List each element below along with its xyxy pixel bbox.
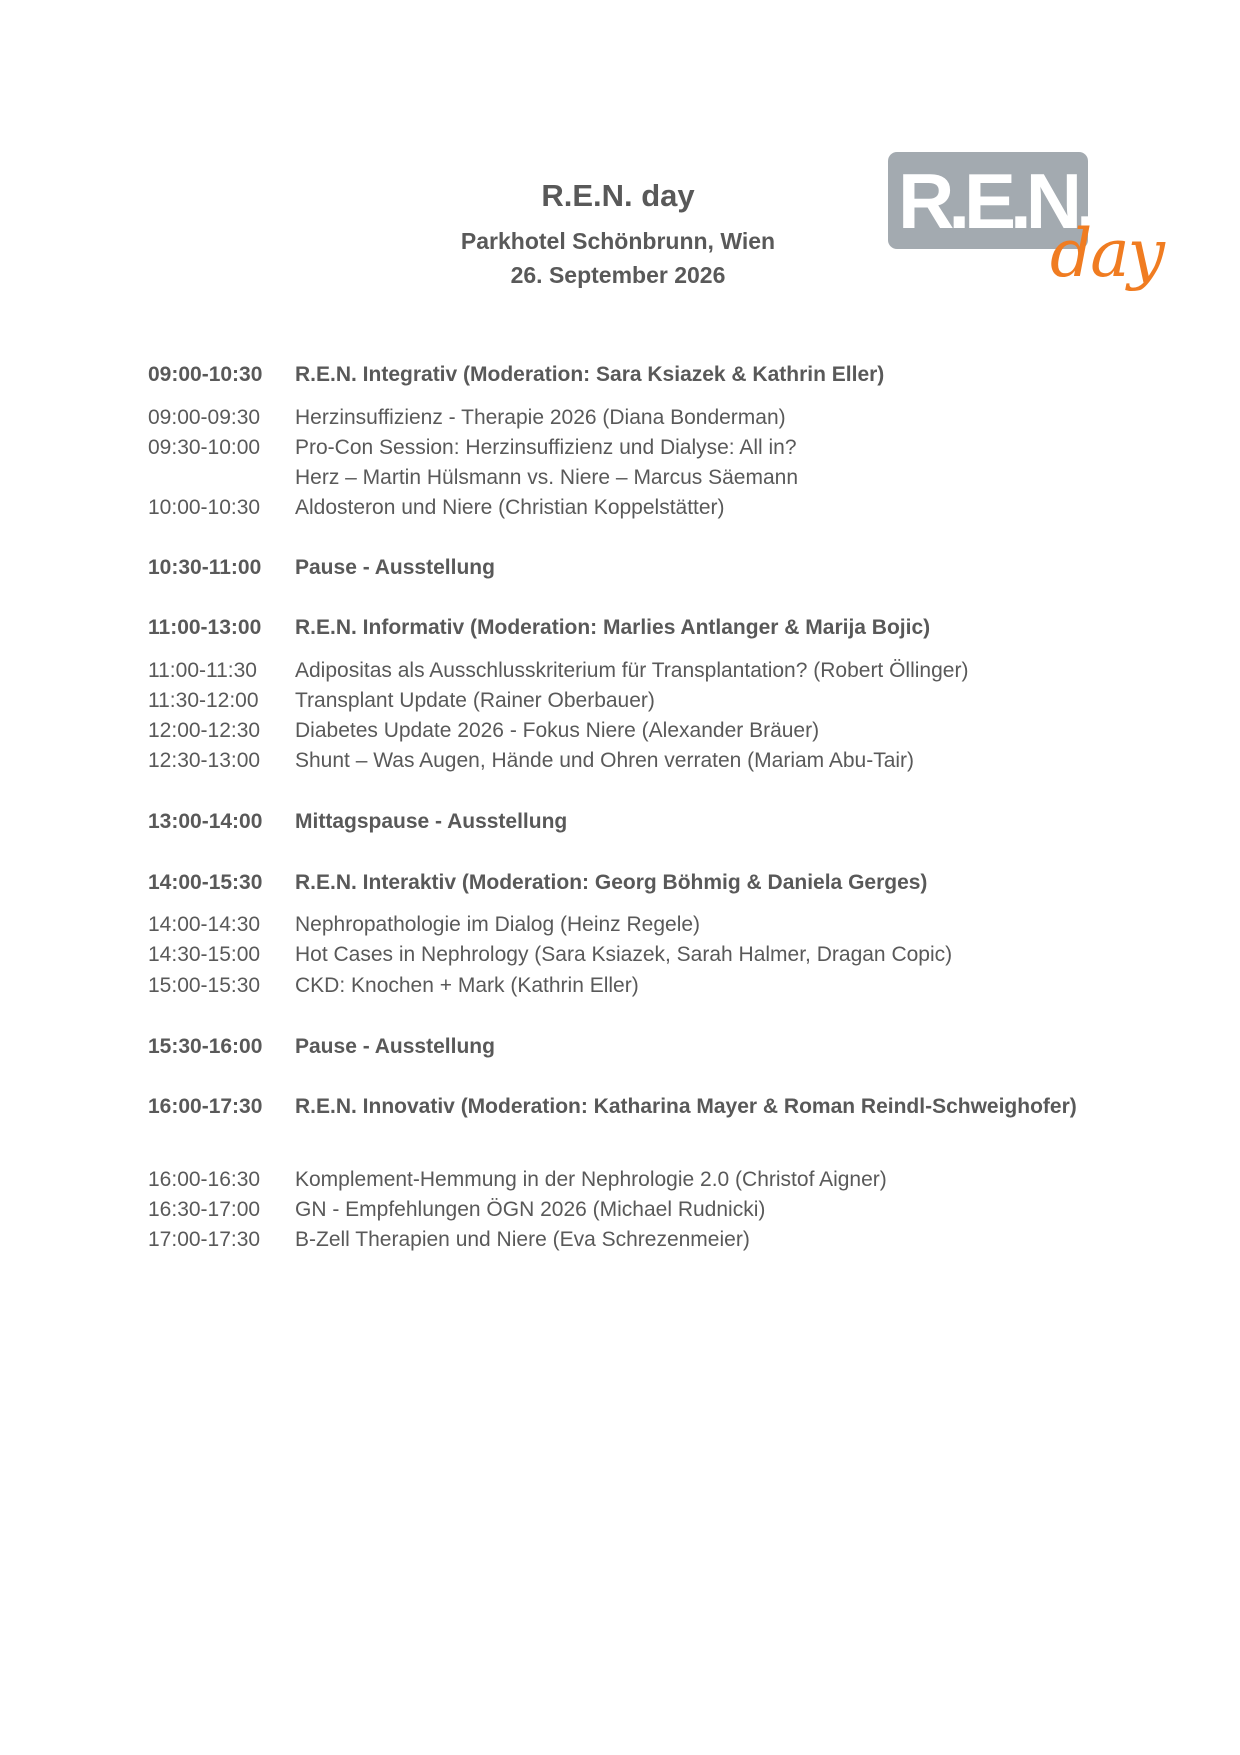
agenda-text: Nephropathologie im Dialog (Heinz Regele) bbox=[295, 913, 701, 936]
agenda-text: Herzinsuffizienz - Therapie 2026 (Diana Bonderman) bbox=[295, 406, 786, 429]
agenda-time: 14:30-15:00 bbox=[148, 943, 261, 966]
page-title: R.E.N. day bbox=[541, 178, 695, 213]
agenda-time: 14:00-14:30 bbox=[148, 913, 261, 936]
agenda-text: Mittagspause - Ausstellung bbox=[295, 810, 568, 833]
agenda-time: 12:30-13:00 bbox=[148, 749, 261, 772]
agenda-text: B-Zell Therapien und Niere (Eva Schrezenmeier) bbox=[295, 1228, 750, 1251]
agenda-text: Hot Cases in Nephrology (Sara Ksiazek, Sarah Halmer, Dragan Copic) bbox=[295, 943, 953, 966]
agenda-time: 16:00-17:30 bbox=[148, 1095, 263, 1118]
agenda-time: 16:00-16:30 bbox=[148, 1168, 261, 1191]
venue-line: Parkhotel Schönbrunn, Wien bbox=[460, 228, 776, 254]
agenda-time: 11:00-13:00 bbox=[148, 616, 262, 639]
date-line: 26. September 2026 bbox=[510, 262, 726, 288]
agenda-text: Herz – Martin Hülsmann vs. Niere – Marcus Säemann bbox=[295, 466, 799, 489]
agenda-text: GN - Empfehlungen ÖGN 2026 (Michael Rudnicki) bbox=[295, 1198, 766, 1221]
agenda-time: 09:00-10:30 bbox=[148, 363, 263, 386]
agenda-time: 16:30-17:00 bbox=[148, 1198, 261, 1221]
agenda-text: Aldosteron und Niere (Christian Koppelstätter) bbox=[295, 496, 725, 519]
agenda-text: CKD: Knochen + Mark (Kathrin Eller) bbox=[295, 974, 639, 997]
agenda-text: Pause - Ausstellung bbox=[295, 556, 495, 579]
agenda-time: 10:00-10:30 bbox=[148, 496, 261, 519]
agenda-time: 11:30-12:00 bbox=[148, 689, 259, 712]
ren-day-logo bbox=[888, 152, 1168, 312]
agenda-text: R.E.N. Integrativ (Moderation: Sara Ksiazek & Kathrin Eller) bbox=[295, 363, 885, 386]
agenda-text: Shunt – Was Augen, Hände und Ohren verraten (Mariam Abu-Tair) bbox=[295, 749, 915, 772]
agenda-text: Diabetes Update 2026 - Fokus Niere (Alexander Bräuer) bbox=[295, 719, 820, 742]
agenda-time: 12:00-12:30 bbox=[148, 719, 261, 742]
agenda-time: 09:00-09:30 bbox=[148, 406, 261, 429]
agenda-time: 13:00-14:00 bbox=[148, 810, 263, 833]
agenda-time: 17:00-17:30 bbox=[148, 1228, 261, 1251]
agenda-text: Adipositas als Ausschlusskriterium für Transplantation? (Robert Öllinger) bbox=[295, 659, 969, 682]
agenda-time: 11:00-11:30 bbox=[148, 659, 257, 682]
agenda-text: R.E.N. Informativ (Moderation: Marlies Antlanger & Marija Bojic) bbox=[295, 616, 931, 639]
agenda-time: 15:30-16:00 bbox=[148, 1035, 263, 1058]
agenda-time: 10:30-11:00 bbox=[148, 556, 262, 579]
agenda-time: 09:30-10:00 bbox=[148, 436, 261, 459]
logo-box-text: R.E.N. bbox=[898, 157, 1092, 245]
agenda-text: R.E.N. Innovativ (Moderation: Katharina Mayer & Roman Reindl-Schweighofer) bbox=[295, 1095, 1077, 1118]
agenda-text: R.E.N. Interaktiv (Moderation: Georg Böhmig & Daniela Gerges) bbox=[295, 871, 928, 894]
logo-script-text: day bbox=[1050, 215, 1163, 292]
agenda-text: Pro-Con Session: Herzinsuffizienz und Dialyse: All in? bbox=[295, 436, 797, 459]
agenda-text: Komplement-Hemmung in der Nephrologie 2.0 (Christof Aigner) bbox=[295, 1168, 887, 1191]
agenda-text: Transplant Update (Rainer Oberbauer) bbox=[295, 689, 655, 712]
agenda-time: 15:00-15:30 bbox=[148, 974, 261, 997]
agenda-text: Pause - Ausstellung bbox=[295, 1035, 495, 1058]
agenda-time: 14:00-15:30 bbox=[148, 871, 263, 894]
